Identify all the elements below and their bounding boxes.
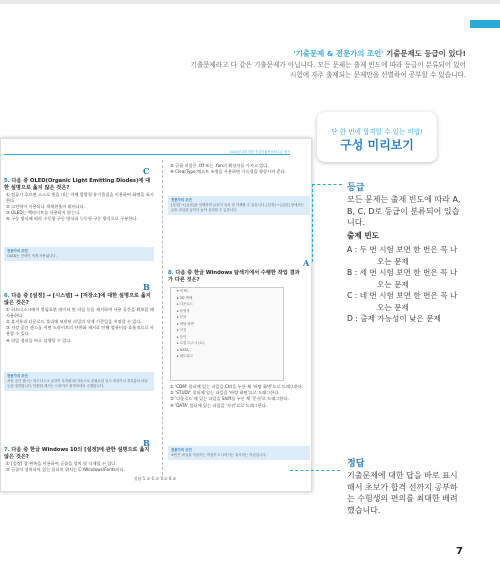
grade-item-c: C : 네 번 시험 보면 한 번은 꼭 나오는 문제 bbox=[347, 291, 458, 312]
grade-badge-b-2: B bbox=[143, 438, 150, 448]
top-border bbox=[0, 0, 500, 4]
question-8: 8. 다음 중 한글 Windows 탐색기에서 수행한 작업 결과가 다른 것은? bbox=[168, 270, 300, 283]
question-6: 6. 다음 중 [설정] → [시스템] → [저장소]에 대한 설명으로 옳지 않은 것은? ① 하드디스크에서 불필요한 데이터 및 파일 등을 제거하여 사용 공간을 확보할 때 사용한다. ② 휴지통과 다운로드 폴더에 보관된 파일의 삭제 기준일을 지정할 수 있다. ③ 저장 공간 센스를 켜면 드라이브의 단편화 제거로 인해 컴퓨터를 효율적으로 사용할 수 있다. ④ 파일 정리를 바로 실행할 수 있다. bbox=[4, 293, 154, 343]
page-number: 7 bbox=[456, 546, 463, 557]
intro-text: 기출문제라고 다 같은 기출문제가 아닙니다. 모든 문제는 출제 빈도에 따라 등급이 분류되어 있어 시험에 자주 출제되는 문제만을 선별하여 공부할 수 있습니다. bbox=[190, 61, 466, 79]
preview-card-title: 구성 미리보기 bbox=[340, 138, 414, 152]
grade-badge-c: C bbox=[143, 166, 150, 176]
question-7: 7. 다음 중 한글 Windows 10의 [설정]에 관한 설명으로 옳지 않은 것은? ① [설정] 창 왼쪽을 이용하여 글꼴을 설치 및 삭제할 수 있다. ② 글꼴이 설치되어 있는 폴더의 위치는 C:\Windows\Fonts이다. bbox=[4, 447, 150, 472]
answer-connector bbox=[290, 470, 340, 471]
question-tail: ③ 글꼴 파일은 .ttf 또는 .fon의 확장자를 가지고 있다. ④ ClearType 텍스트 조정을 사용하면 가독성을 향상시켜 준다. bbox=[170, 163, 286, 175]
grade-item-a: A : 두 번 시험 보면 한 번은 꼭 나오는 문제 bbox=[347, 245, 458, 266]
explanation-box-tail: 전문가의 조언 [설정] → [글꼴]을 선택하면 글꼴이 설치 및 삭제할 수 있습니다. [설정] → [글꼴] 창에서는 글꼴 파일을 끌어다 놓아 설치할 수 있습니다. bbox=[168, 196, 310, 215]
grade-connector-vertical bbox=[312, 184, 313, 262]
grade-section-title: 등급 bbox=[347, 183, 365, 193]
intro-heading: '기출문제 & 전문가의 조언' 기출문제도 등급이 있다! bbox=[293, 49, 466, 58]
grade-badge-b: B bbox=[143, 282, 150, 292]
book-header-title: 2024년 2회 대한 컴퓨터활용능력 1급 필기 bbox=[229, 150, 290, 154]
answer-section-title: 정답 bbox=[347, 459, 365, 469]
answer-footer: 정답 5.③ 6.③ 7.② 8.③ bbox=[133, 476, 177, 481]
grade-connector-horizontal bbox=[312, 184, 342, 185]
question-5: 5. 다음 중 OLED(Organic Light Emitting Diodes)에 대한 설명으로 옳지 않은 것은? ① 전류가 흐르면 스스로 빛을 내는 자체 발광형 유기물질을 이용하여 화면을 표시한다. ② 고전력이 사용되나 색재현율이 뛰어나다. ③ OLED는 백라이트를 사용하지 않는다. ④ 구동 방식에 따라 수동형 구동 방식과 능동형 구동 방식으로 구분한다. bbox=[4, 178, 154, 222]
grade-item-d: D : 출제 가능성이 낮은 문제 bbox=[347, 314, 441, 323]
explorer-tree-screenshot: ▾ 이 PC ▸ 3D 개체 ▸ 다운로드 ▸ 동영상 ▸ 문서 ▸ 바탕 화면 ▸ 사진 ▸ 음악 ▸ 로컬 디스크 (C:) ▸ DATA ▸ 네트워크 bbox=[170, 287, 284, 381]
column-divider bbox=[162, 160, 163, 480]
preview-card-subtitle: 단 한 번에 합격할 수 있는 비법! bbox=[331, 128, 423, 136]
accent-bar bbox=[470, 20, 500, 28]
question-8-options: ① 'CDM' 폴더에 있는 파일을 Ctrl을 누른 채 '바탕 화면'으로 드래그한다. ② 'STUDY' 폴더에 있는 파일을 '바탕 화면'으로 드래그한다. ③ '다운로드'에 있는 파일을 Shift를 누른 채 '문서'로 드래그한다. ④ 'DATA' 폴더에 있는 파일을 '사진'으로 드래그한다. bbox=[170, 384, 304, 408]
explanation-box-8: 전문가의 조언 ③번은 파일을 이동하는 작업이고 나머지는 복사하는 작업입니다. bbox=[168, 446, 310, 460]
frequency-heading: 출제 빈도 bbox=[347, 231, 379, 240]
explanation-box-6: 전문가의 조언 저장 공간 센스는 하드디스크 공간이 부족할 때 자동으로 불필요한 임시 파일이나 휴지통의 파일 등을 정리합니다. 단편화 제거는 드라이브 최적화에서 수행합니다. bbox=[4, 372, 154, 391]
grade-section-desc: 모든 문제는 출제 빈도에 따라 A, B, C, D로 등급이 분류되어 있습니다. bbox=[347, 195, 461, 227]
grade-item-b: B : 세 번 시험 보면 한 번은 꼭 나오는 문제 bbox=[347, 268, 458, 289]
book-header-rule bbox=[4, 154, 290, 155]
grade-badge-a: A bbox=[303, 258, 310, 268]
answer-section-desc: 기출문제에 대한 답을 바로 표시해서 초보가 합격 선까지 공부하는 수험생의 편의를 최대한 배려했습니다. bbox=[347, 471, 458, 515]
grade-list bbox=[347, 244, 459, 325]
explanation-box-5: 전문가의 조언 OLED는 전력이 적게 사용됩니다. bbox=[4, 247, 154, 261]
